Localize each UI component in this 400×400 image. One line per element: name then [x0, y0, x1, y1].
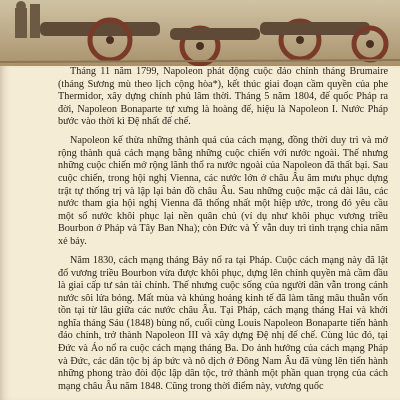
paragraph-brumaire: Tháng 11 năm 1799, Napoleon phát động cuộc đảo chính tháng Brumaire (tháng Sương mù theo lịch cộng hòa*), kết thúc giai đoạn cầm quyền của phe Thermidor, xây dựng chính phủ lâm thời. Tháng 5 năm 1804, đế quốc Pháp ra đời, Napoleon Bonaparte tự xưng là hoàng đế, hiệu là Napoleon I. Nước Pháp bước vào thời kì Đệ nhất đế chế. [58, 66, 388, 128]
paragraph-1830: Năm 1830, cách mạng tháng Bảy nổ ra tại Pháp. Cuộc cách mạng này đã lật đổ vương triều Bourbon vừa được khôi phục, dựng lên chính quyền mà cầm đầu là giai cấp tư sản tài chính. Thế nhưng cuộc sống của người dân vẫn trong cảnh nước sôi lửa bỏng. Mất mùa và khủng hoảng kinh tế đã làm tăng mâu thuẫn vốn tồn tại từ lâu giữa các nước châu Âu. Tại Pháp, cách mạng tháng Hai và khởi nghĩa tháng Sáu (1848) bùng nổ, cuối cùng Louis Napoleon Bonaparte tiến hành đảo chính, trở thành Napoleon III và xây dựng Đệ nhị đế chế. Cùng lúc đó, tại Đức và Áo nổ ra cuộc cách mạng tháng Ba. Do ảnh hưởng của cách mạng Pháp và Đức, các dân tộc bị áp bức và nô dịch ở Đông Nam Âu đã vùng lên tiến hành những phong trào đòi độc lập dân tộc, trở thành một phần quan trọng của cách mạng châu Âu năm 1848. Cũng trong thời điểm này, vương quốc [58, 254, 388, 392]
paragraph-vienna: Napoleon kế thừa những thành quả của cách mạng, đồng thời duy trì và mở rộng thành quả cách mạng bằng những cuộc chiến với nước ngoài. Thế nhưng những cuộc chiến mở rộng lãnh thổ ra nước ngoài của Napoleon đã thất bại. Sau cuộc chiến, trong hội nghị Vienna, các nước lớn ở châu Âu âm mưu phục dựng trật tự thống trị và lập lại bản đồ châu Âu. Sau những cuộc mặc cả dài lâu, các nước tham gia hội nghị Vienna đã thống nhất một hiệp ước, trong đó yêu cầu một số nước khôi phục lại nền quân chủ (ví dụ như khôi phục vương triều Bourbon ở Pháp và Tây Ban Nha); còn Đức và Ý vẫn duy trì tình trạng chia năm xẻ bảy. [58, 135, 388, 248]
cannon-illustration [0, 0, 400, 66]
soldier-icon [15, 1, 40, 38]
body-text [58, 66, 388, 400]
book-page [0, 66, 400, 400]
illustration-banner [0, 0, 400, 67]
cannon-icon [40, 20, 386, 64]
